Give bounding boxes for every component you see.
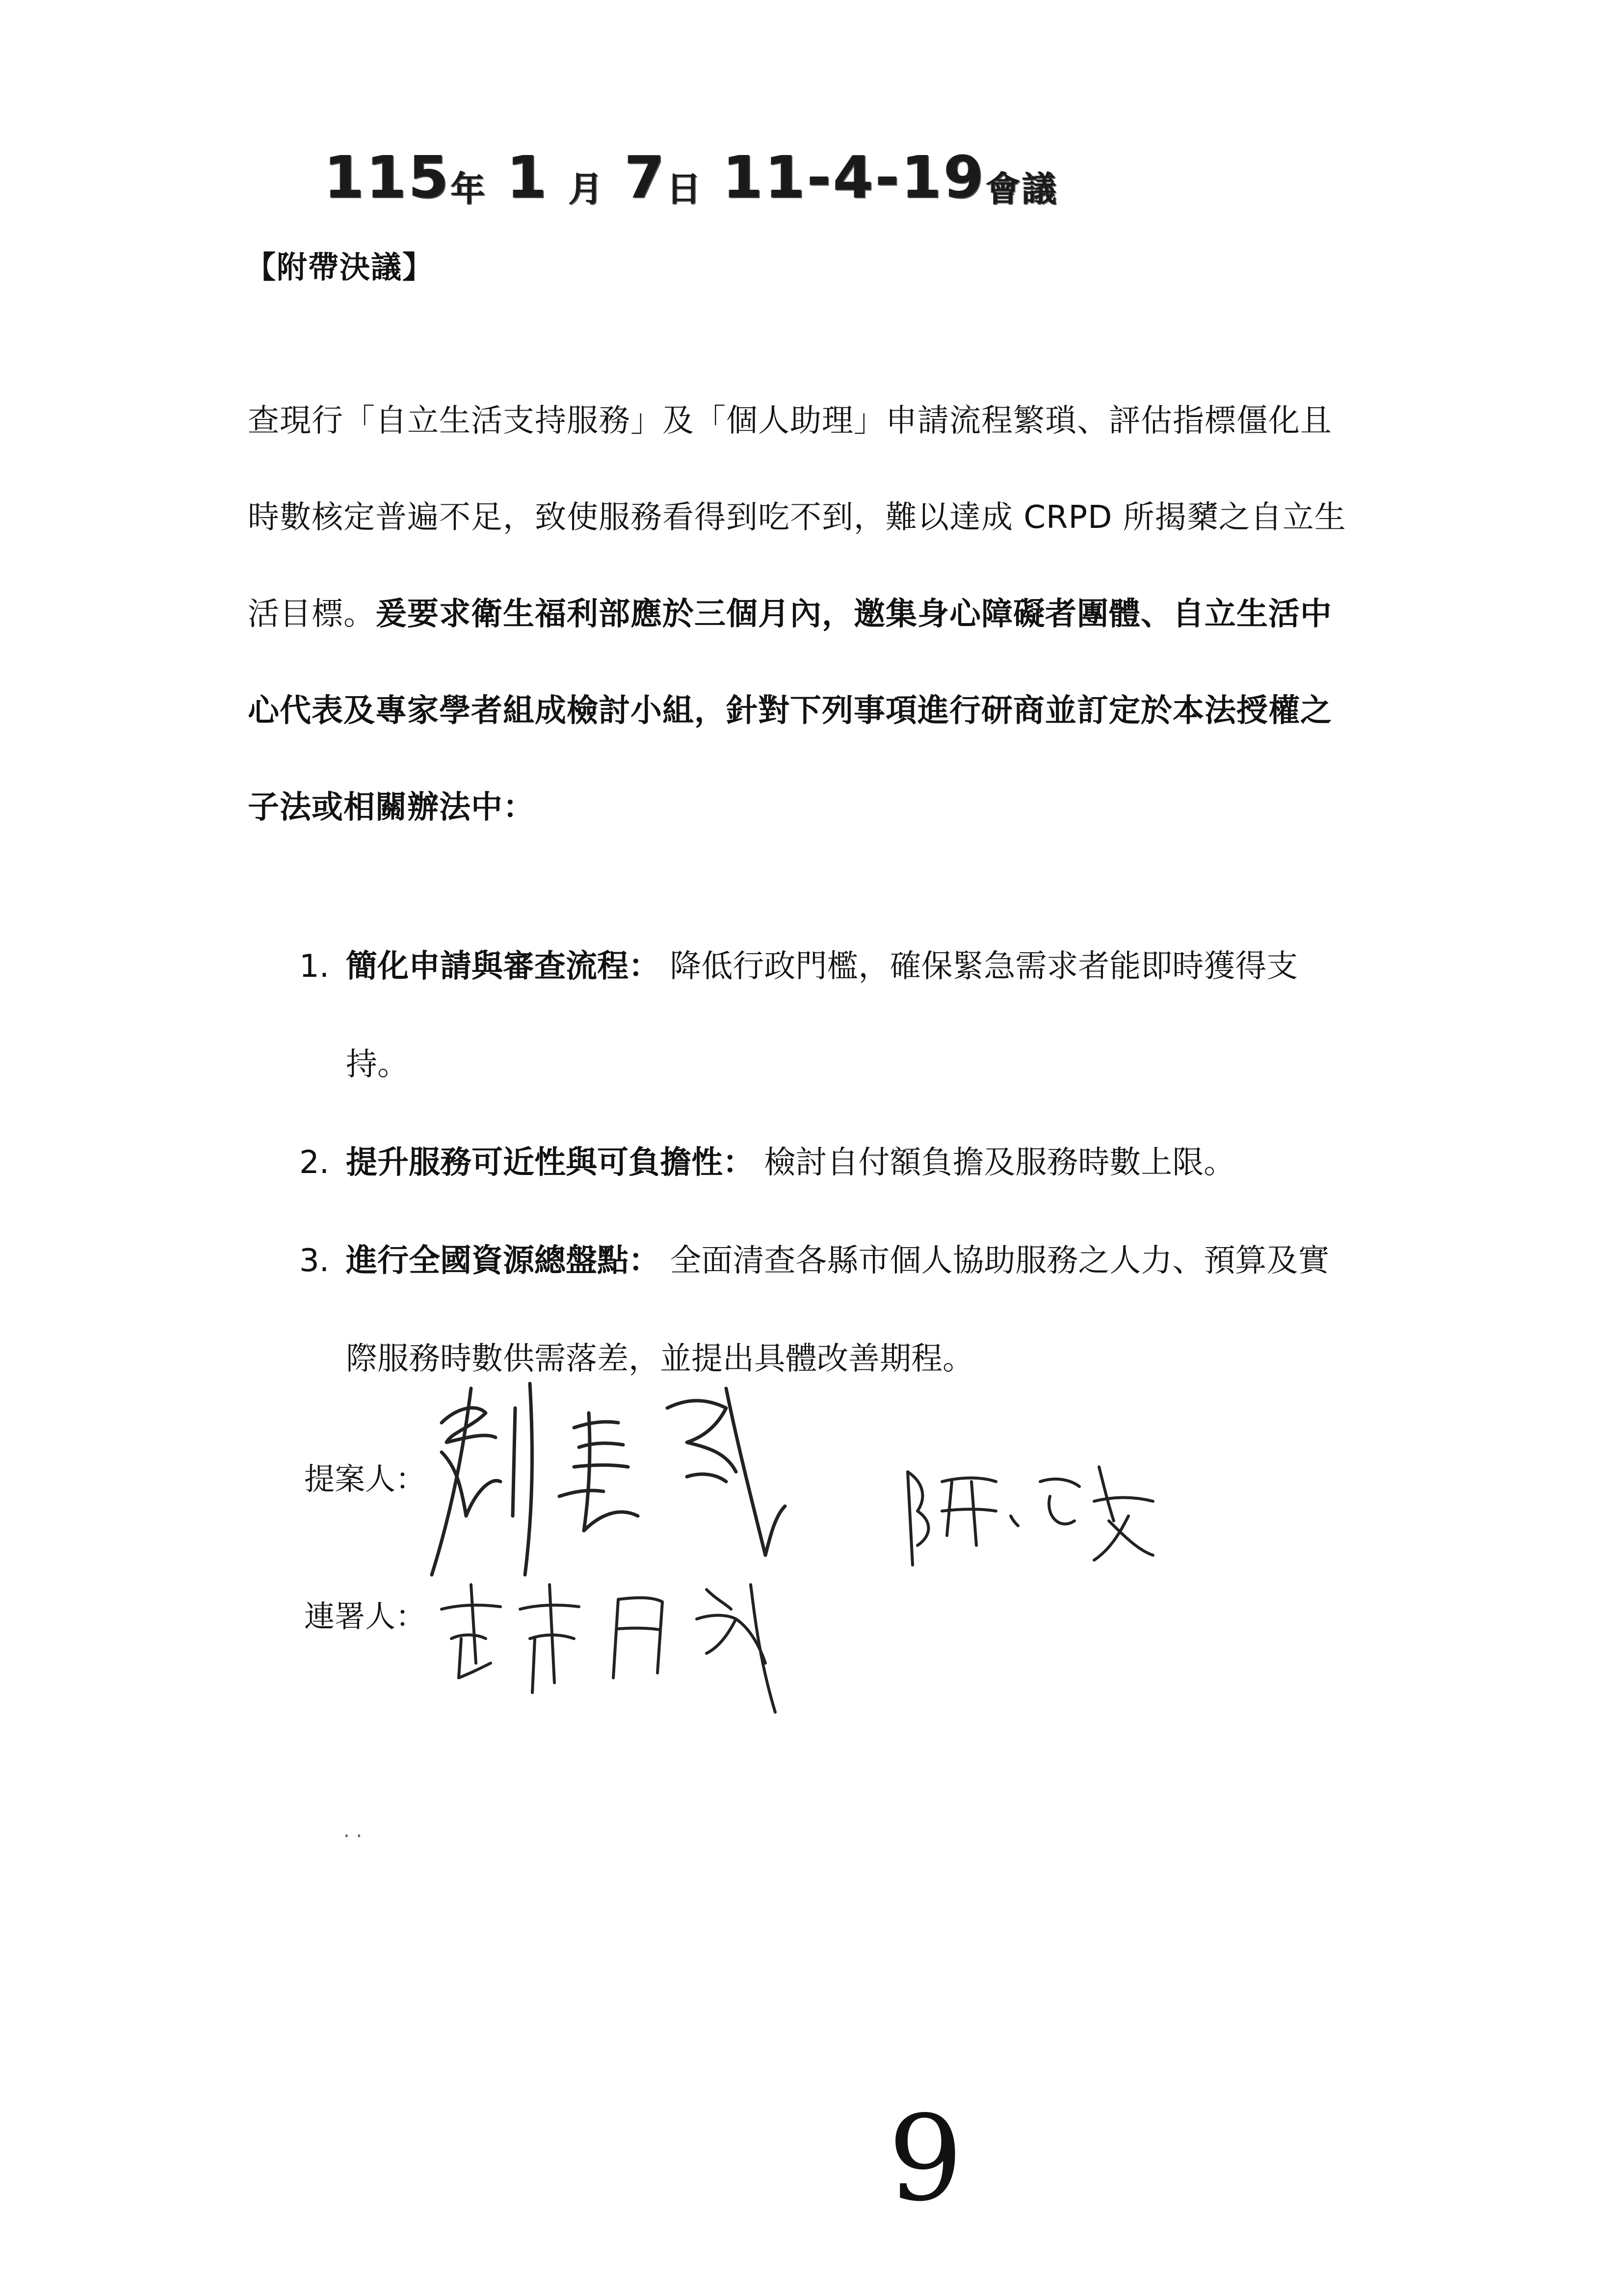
cosigner-handwritten-signature	[432, 1565, 814, 1727]
stamp-session: 11-4-19	[722, 143, 986, 211]
item-continuation: 際服務時數供需落差，並提出具體改善期程。	[346, 1341, 974, 1377]
meeting-stamp	[324, 137, 1058, 211]
second-handwritten-signature	[898, 1437, 1173, 1575]
item-number: 3.	[299, 1243, 330, 1279]
list-item	[299, 917, 1298, 1114]
stamp-meeting: 會議	[986, 169, 1059, 209]
paragraph-line: 查現行「自立生活支持服務」及「個人助理」申請流程繁瑣、評估指標僵化且	[248, 403, 1332, 439]
item-number: 2.	[299, 1145, 330, 1181]
proposer-label: 提案人：	[304, 1461, 426, 1497]
paragraph-line: 子法或相關辦法中：	[248, 789, 535, 826]
paragraph-line	[248, 566, 1396, 663]
stamp-month-unit: 月	[568, 169, 605, 209]
item-text: 全面清查各縣市個人協助服務之人力、預算及實	[660, 1243, 1330, 1279]
item-text: 降低行政門檻，確保緊急需求者能即時獲得支	[660, 948, 1298, 985]
section-title: 【附帶決議】	[245, 249, 434, 285]
item-text: 檢討自付額負擔及服務時數上限。	[754, 1145, 1235, 1181]
cosigner-label: 連署人：	[304, 1598, 426, 1634]
stamp-month: 1	[506, 143, 549, 211]
item-continuation: 持。	[346, 1046, 409, 1083]
stamp-year: 115	[324, 143, 451, 211]
item-title: 簡化申請與審查流程：	[346, 948, 660, 985]
page-number: 9	[888, 2090, 963, 2227]
stamp-year-unit: 年	[450, 169, 487, 209]
stray-marks: · ·	[343, 1825, 363, 1848]
stamp-day: 7	[624, 143, 667, 211]
resolution-paragraph	[248, 373, 1396, 856]
item-title: 進行全國資源總盤點：	[346, 1243, 660, 1279]
paragraph-line: 心代表及專家學者組成檢討小組，針對下列事項進行研商並訂定於本法授權之	[248, 693, 1332, 729]
item-number: 1.	[299, 948, 330, 985]
stamp-day-unit: 日	[666, 169, 703, 209]
paragraph-bold-text: 爰要求衛生福利部應於三個月內，邀集身心障礙者團體、自立生活中	[375, 596, 1332, 632]
item-title: 提升服務可近性與可負擔性：	[346, 1145, 754, 1181]
paragraph-text: 活目標。	[248, 596, 375, 632]
paragraph-line: 時數核定普遍不足，致使服務看得到吃不到，難以達成 CRPD 所揭櫫之自立生	[248, 499, 1346, 536]
list-item	[299, 1114, 1235, 1212]
